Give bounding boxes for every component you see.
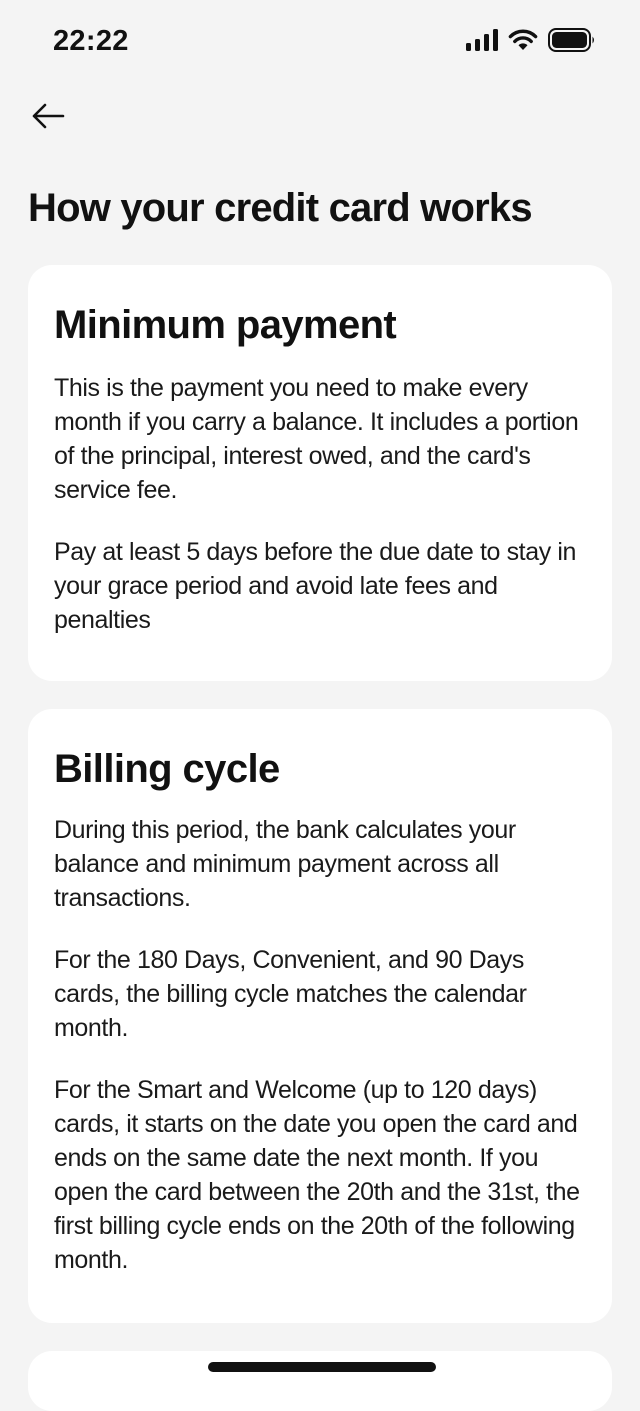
card-title: Billing cycle [54, 747, 280, 791]
cellular-signal-icon [466, 29, 498, 56]
status-icons [466, 28, 596, 57]
card-paragraph: Pay at least 5 days before the due date to stay in your grace period and avoid late fees and penalties [54, 538, 577, 634]
billing-cycle-card [28, 709, 612, 1323]
minimum-payment-card [28, 265, 612, 681]
battery-icon [548, 28, 596, 57]
card-paragraph: For the Smart and Welcome (up to 120 days) cards, it starts on the date you open the card and ends on the same date the next month. If you open the card between the 20th and the 31st, the first billing cycle ends on the 20th of the following month. [54, 1076, 580, 1274]
status-bar [0, 0, 640, 88]
arrow-left-icon [31, 102, 65, 135]
page-title: How your credit card works [28, 186, 532, 230]
status-time: 22:22 [53, 25, 129, 57]
card-paragraph: For the 180 Days, Convenient, and 90 Days cards, the billing cycle matches the calendar month. [54, 946, 527, 1042]
wifi-icon [508, 29, 538, 56]
card-title: Minimum payment [54, 303, 397, 347]
card-paragraph: During this period, the bank calculates your balance and minimum payment across all transactions. [54, 816, 516, 912]
next-card [28, 1351, 612, 1411]
home-indicator[interactable] [208, 1362, 436, 1372]
back-button[interactable] [26, 98, 70, 138]
card-paragraph: This is the payment you need to make every month if you carry a balance. It includes a portion of the principal, interest owed, and the card's service fee. [54, 374, 579, 504]
